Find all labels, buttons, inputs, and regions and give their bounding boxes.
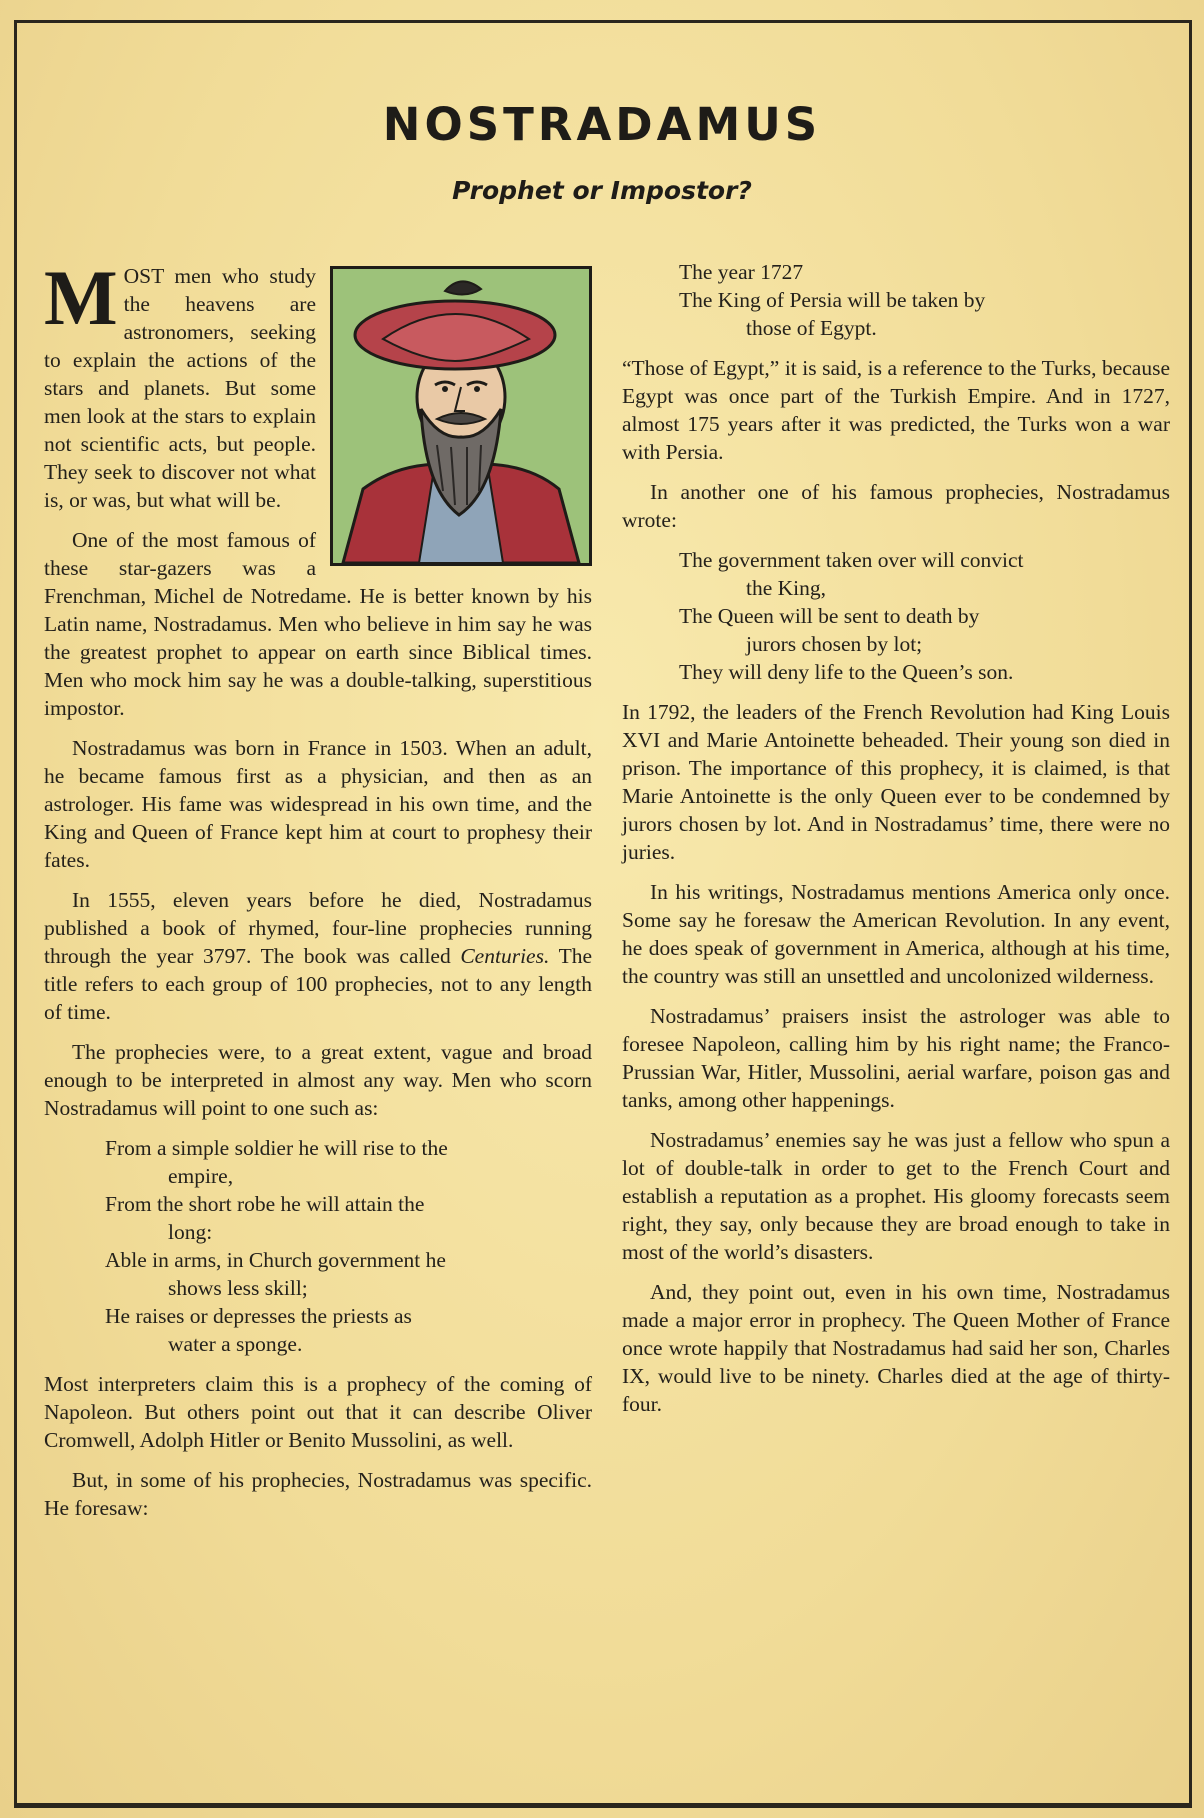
paragraph-interpreters: Most interpreters claim this is a prophecy of the coming of Napoleon. But others point out that it can describe Oliver Cromwell, Adolph Hitler or Benito Mussolini, as well.: [44, 1372, 592, 1452]
verse-napoleon: [44, 1134, 592, 1358]
verse-continuation: those of Egypt.: [746, 316, 877, 340]
drop-cap: M: [44, 254, 118, 341]
portrait-illustration: [333, 269, 589, 563]
paragraph-specific: But, in some of his prophecies, Nostradamus was specific. He foresaw:: [44, 1468, 592, 1520]
paragraph-praisers: Nostradamus’ praisers insist the astrologer was able to foresee Napoleon, calling him by his right name; the Franco-Prussian War, Hitler, Mussolini, aerial warfare, poison gas and tanks, among other happenings.: [622, 1004, 1170, 1112]
verse-continuation: water a sponge.: [168, 1332, 303, 1356]
paragraph-stargazers: One of the most famous of these star-gazers was a Frenchman, Michel de Notredame. He is better known by his Latin name, Nostradamus. Men who believe in him say he was the greatest prophet to appear on earth since Biblical times. Men who mock him say he was a double-talking, superstitious impostor.: [44, 528, 592, 720]
paragraph-born: Nostradamus was born in France in 1503. When an adult, he became famous first as a physician, and then as an astrologer. His fame was widespread in his own time, and the King and Queen of France kept him at court to prophesy their fates.: [44, 736, 592, 872]
verse-continuation: shows less skill;: [168, 1276, 308, 1300]
verse-line: The King of Persia will be taken by: [679, 288, 986, 312]
verse-queen: [622, 546, 1170, 686]
verse-line: From a simple soldier he will rise to the: [105, 1136, 448, 1160]
verse-line: Able in arms, in Church government he: [105, 1248, 446, 1272]
verse-continuation: the King,: [746, 576, 827, 600]
page-title: NOSTRADAMUS: [382, 98, 822, 151]
verse-line: They will deny life to the Queen’s son.: [679, 660, 1014, 684]
paragraph-america: In his writings, Nostradamus mentions America only once. Some say he foresaw the American Revolution. In any event, he does speak of government in America, although at his time, the country was still an unsettled and uncolonized wilderness.: [622, 880, 1170, 988]
paragraph-revolution: In 1792, the leaders of the French Revolution had King Louis XVI and Marie Antoinette beheaded. Their young son died in prison. The importance of this prophecy, it is claimed, is that Marie Antoinette is the only Queen ever to be condemned by jurors chosen by lot. And in Nostradamus’ time, there were no juries.: [622, 700, 1170, 864]
right-column: [622, 258, 1170, 1430]
verse-continuation: long:: [168, 1220, 213, 1244]
nostradamus-portrait: [330, 266, 592, 566]
paragraph-error: And, they point out, even in his own time, Nostradamus made a major error in prophecy. The Queen Mother of France once wrote happily that Nostradamus had said her son, Charles IX, would live to be ninety. Charles died at the age of thirty-four.: [622, 1280, 1170, 1416]
centuries-title: Centuries.: [460, 944, 550, 968]
verse-line: The government taken over will convict: [679, 548, 1024, 572]
verse-year: The year 1727: [679, 260, 804, 284]
verse-continuation: empire,: [168, 1164, 234, 1188]
verse-line: He raises or depresses the priests as: [105, 1304, 412, 1328]
paragraph-vague: The prophecies were, to a great extent, vague and broad enough to be interpreted in almost any way. Men who scorn Nostradamus will point to one such as:: [44, 1040, 592, 1120]
paragraph-enemies: Nostradamus’ enemies say he was just a fellow who spun a lot of double-talk in order to get to the French Court and establish a reputation as a prophet. His gloomy forecasts seem right, they say, only because they are broad enough to take in most of the world’s disasters.: [622, 1128, 1170, 1264]
verse-line: The Queen will be sent to death by: [679, 604, 980, 628]
centuries-text-b: The title refers to each group of 100 prophecies, not to any length of time.: [44, 944, 592, 1024]
paragraph-centuries: [44, 886, 592, 1026]
paragraph-egypt: “Those of Egypt,” it is said, is a reference to the Turks, because Egypt was once part of the Turkish Empire. And in 1727, almost 175 years after it was predicted, the Turks won a war with Persia.: [622, 356, 1170, 464]
intro-text: OST men who study the heavens are astronomers, seeking to explain the actions of the stars and planets. But some men look at the stars to explain not scientific acts, but people. They seek to discover not what is, or was, but what will be.: [44, 264, 316, 512]
verse-continuation: jurors chosen by lot;: [746, 632, 923, 656]
verse-line: From the short robe he will attain the: [105, 1192, 425, 1216]
paragraph-another: In another one of his famous prophecies, Nostradamus wrote:: [622, 480, 1170, 532]
verse-persia: [622, 258, 1170, 342]
page-subtitle: Prophet or Impostor?: [452, 176, 752, 205]
centuries-text-a: In 1555, eleven years before he died, Nostradamus published a book of rhymed, four-line prophecies running through the year 3797. The book was called: [44, 888, 592, 968]
left-column: [44, 254, 592, 1534]
